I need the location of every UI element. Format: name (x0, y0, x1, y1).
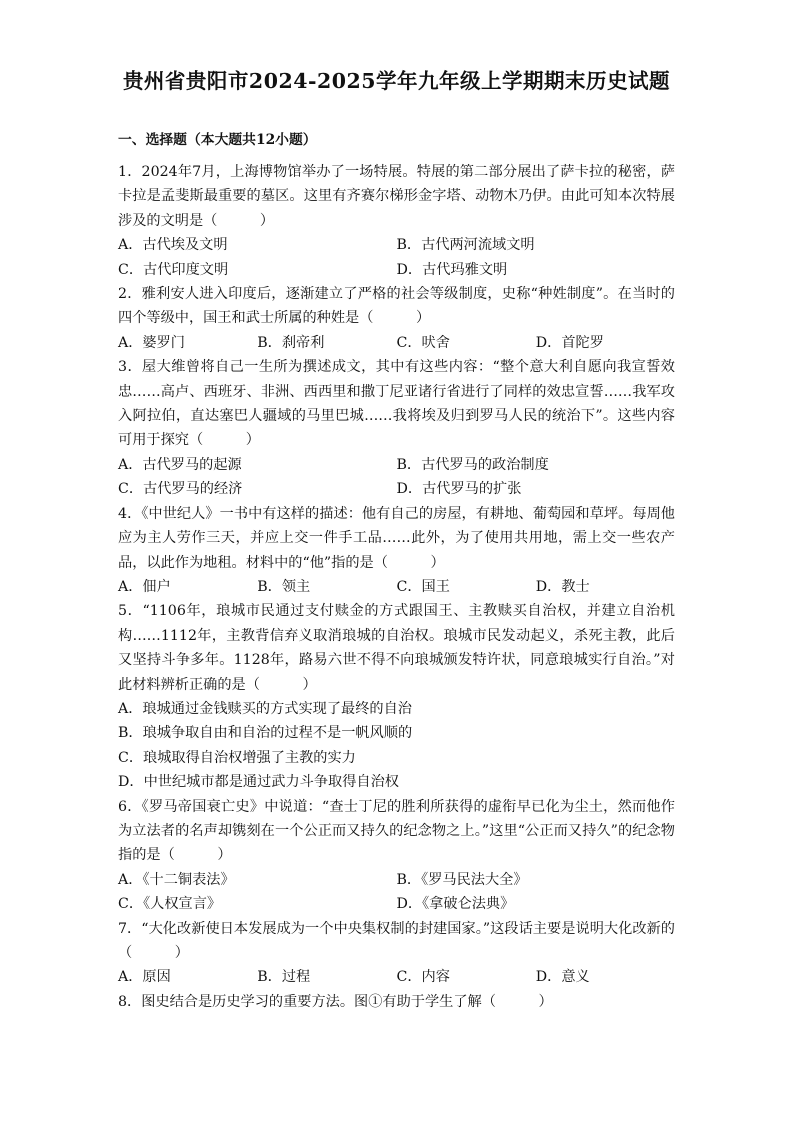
option-c: C．古代罗马的经济 (118, 481, 243, 498)
option-a: A．婆罗门 (118, 334, 185, 351)
question-options (118, 575, 675, 599)
option-b: B．《罗马民法大全》 (396, 871, 528, 888)
option-b: B．古代两河流域文明 (396, 237, 535, 254)
question-stem: 5．“1106年，琅城市民通过支付赎金的方式跟国王、主教赎买自治权，并建立自治机构……1112年，主教背信弃义取消琅城的自治权。琅城市民发动起义，杀死主教，此后又坚持斗争多年。1128年，路易六世不得不向琅城颁发特许状，同意琅城实行自治。”对此材料辨析正确的是（ ） (118, 603, 675, 693)
option-c: C．古代印度文明 (118, 261, 229, 278)
question-7 (118, 917, 675, 990)
option-a: A．佃户 (118, 578, 171, 595)
question-stem: 1．2024年7月，上海博物馆举办了一场特展。特展的第二部分展出了萨卡拉的秘密，萨卡拉是孟斐斯最重要的墓区。这里有齐赛尔梯形金字塔、动物木乃伊。由此可知本次特展涉及的文明是（ ） (118, 164, 675, 229)
option-a: A．古代埃及文明 (118, 237, 228, 254)
option-d: D．《拿破仑法典》 (396, 896, 515, 913)
option-a: A．琅城通过金钱赎买的方式实现了最终的自治 (118, 700, 412, 717)
option-a: A．古代罗马的起源 (118, 456, 242, 473)
question-options (118, 868, 675, 917)
option-c: C．琅城取得自治权增强了主教的实力 (118, 749, 356, 766)
option-d: D．首陀罗 (535, 334, 604, 351)
question-stem: 2．雅利安人进入印度后，逐渐建立了严格的社会等级制度，史称“种姓制度”。在当时的四个等级中，国王和武士所属的种姓是（ ） (118, 286, 675, 327)
option-c: C．《人权宣言》 (118, 896, 222, 913)
option-d: D．中世纪城市都是通过武力斗争取得自治权 (118, 774, 399, 791)
question-5 (118, 599, 675, 794)
question-2 (118, 282, 675, 355)
option-d: D．意义 (535, 969, 590, 986)
option-d: D．教士 (535, 578, 590, 595)
exam-content (118, 128, 675, 1014)
option-c: C．内容 (396, 969, 450, 986)
option-b: B．过程 (257, 969, 311, 986)
option-b: B．领主 (257, 578, 311, 595)
question-options (118, 331, 675, 355)
option-d: D．古代玛雅文明 (396, 261, 508, 278)
option-c: C．国王 (396, 578, 450, 595)
exam-title: 贵州省贵阳市2024-2025学年九年级上学期期末历史试题 (122, 69, 671, 93)
question-8 (118, 990, 675, 1014)
question-1 (118, 160, 675, 282)
option-d: D．古代罗马的扩张 (396, 481, 522, 498)
question-stem: 8．图史结合是历史学习的重要方法。图①有助于学生了解（ ） (118, 993, 553, 1010)
question-options (118, 233, 675, 282)
section-heading: 一、选择题（本大题共12小题） (118, 132, 317, 148)
question-options (118, 965, 675, 989)
question-stem: 7．“大化改新使日本发展成为一个中央集权制的封建国家。”这段话主要是说明大化改新的（ ） (118, 920, 675, 961)
question-stem: 3．屋大维曾将自己一生所为撰述成文，其中有这些内容：“整个意大利自愿向我宣誓效忠……高卢、西班牙、非洲、西西里和撒丁尼亚诸行省进行了同样的效忠宣誓……我军攻入阿拉伯，直达塞巴人疆域的马里巴城……我将埃及归到罗马人民的统治下”。这些内容可用于探究（ ） (118, 359, 675, 449)
question-stem: 6．《罗马帝国衰亡史》中说道：“查士丁尼的胜利所获得的虚衔早已化为尘土，然而他作为立法者的名声却镌刻在一个公正而又持久的纪念物之上。”这里“公正而又持久”的纪念物指的是（ ） (118, 798, 675, 864)
option-a: A．《十二铜表法》 (118, 871, 235, 888)
question-stem: 4．《中世纪人》一书中有这样的描述：他有自己的房屋，有耕地、葡萄园和草坪。每周他应为主人劳作三天，并应上交一件手工品……此外，为了使用共用地，需上交一些农产品，以此作为地租。材料中的“他”指的是（ ） (118, 505, 675, 571)
option-c: C．吠舍 (396, 334, 450, 351)
option-b: B．古代罗马的政治制度 (396, 456, 549, 473)
question-4 (118, 502, 675, 600)
option-b: B．琅城争取自由和自治的过程不是一帆风顺的 (118, 725, 413, 742)
question-3 (118, 355, 675, 501)
option-a: A．原因 (118, 969, 171, 986)
question-options (118, 453, 675, 502)
question-6 (118, 795, 675, 917)
option-b: B．刹帝利 (257, 334, 325, 351)
